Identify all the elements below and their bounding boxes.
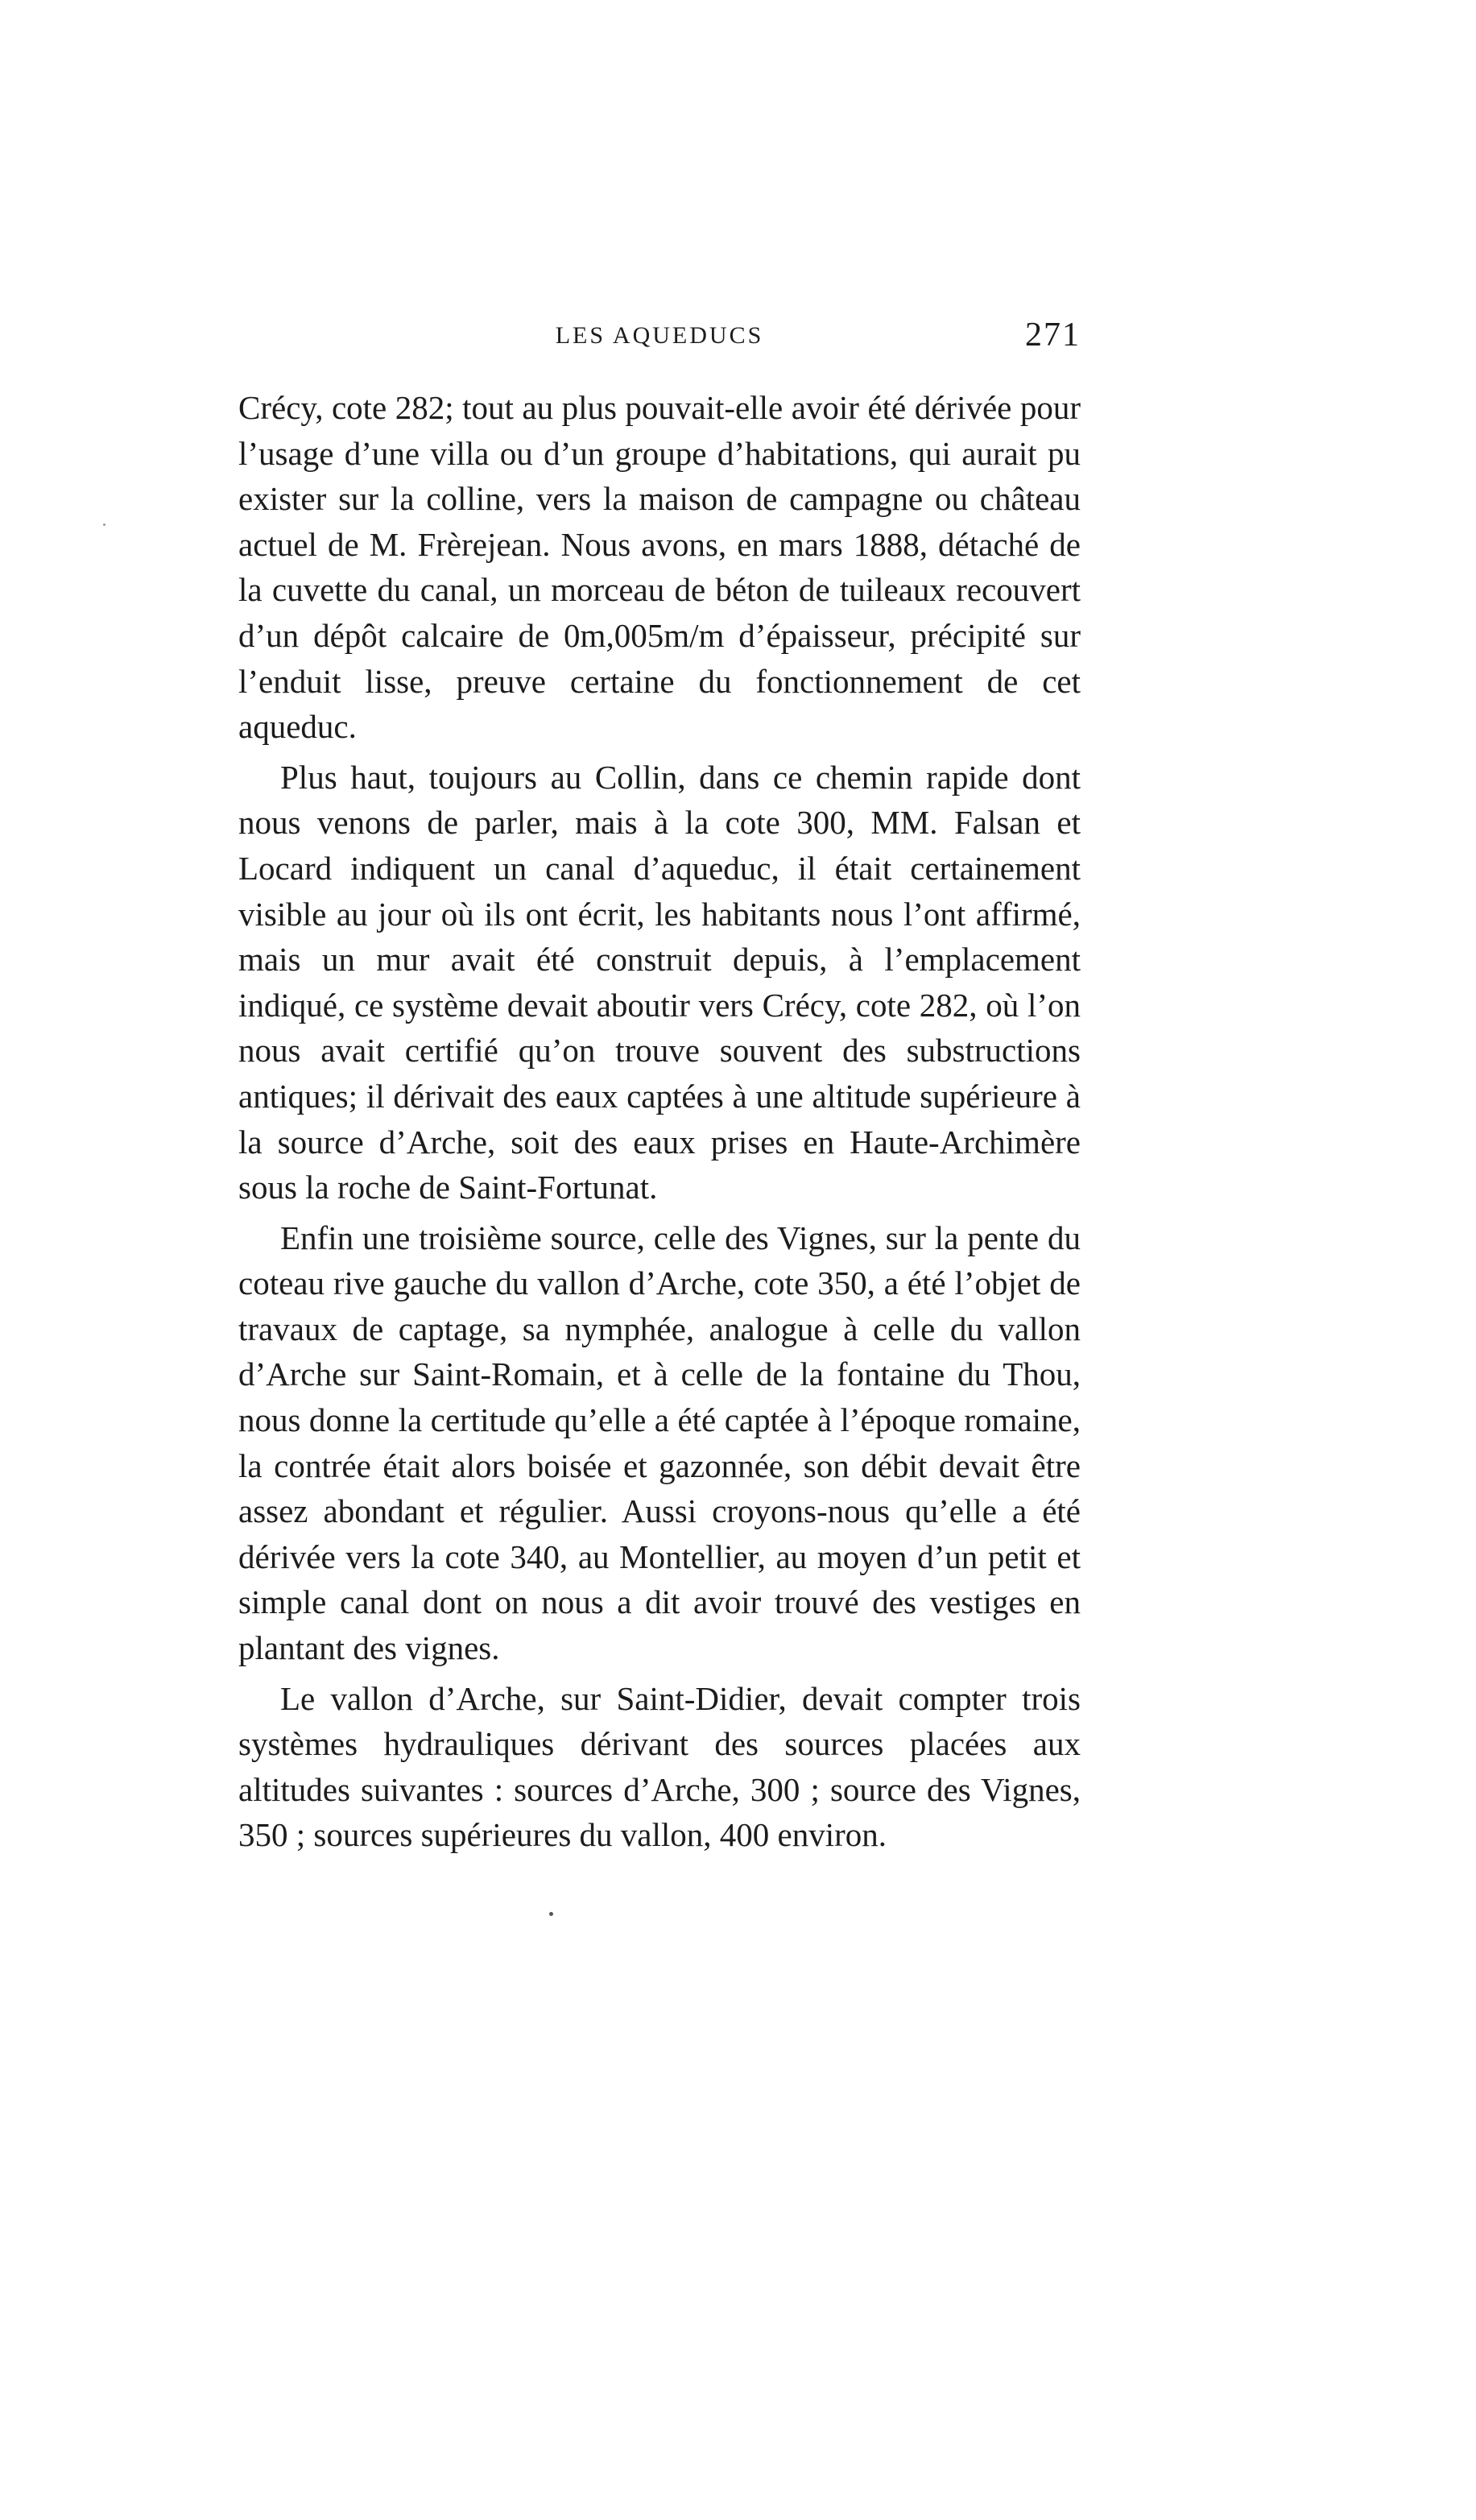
paragraph: Enfin une troisième source, celle des Vignes, sur la pente du coteau rive gauche du vallon d’Arche, cote 350, a été l’objet de travaux de captage, sa nymphée, analogue à celle du vallon d’Arche sur Saint-Romain, et à celle de la fontaine du Thou, nous donne la certitude qu’elle a été captée à l’époque romaine, la contrée était alors boisée et gazonnée, son débit devait être assez abondant et régulier. Aussi croyons-nous qu’elle a été dérivée vers la cote 340, au Montellier, au moyen d’un petit et simple canal dont on nous a dit avoir trouvé des vestiges en plantant des vignes.	[238, 1219, 1081, 1667]
paragraph: Plus haut, toujours au Collin, dans ce chemin rapide dont nous venons de parler, mais à la cote 300, MM. Falsan et Locard indiquent un canal d’aqueduc, il était certainement visible au jour où ils ont écrit, les habitants nous l’ont affirmé, mais un mur avait été construit depuis, à l’emplacement indiqué, ce système devait aboutir vers Crécy, cote 282, où l’on nous avait certifié qu’on trouve souvent des substructions antiques; il dérivait des eaux captées à une altitude supérieure à la source d’Arche, soit des eaux prises en Haute-Archimère sous la roche de Saint-Fortunat.	[238, 758, 1081, 1206]
page-number: 271	[1025, 317, 1081, 354]
ink-speck	[549, 1912, 553, 1916]
body-text	[238, 385, 1081, 1863]
running-title: LES AQUEDUCS	[555, 322, 764, 349]
running-header	[238, 316, 1081, 364]
paragraph-continued: Crécy, cote 282; tout au plus pouvait-elle avoir été dérivée pour l’usage d’une villa ou d’un groupe d’habitations, qui aurait pu exister sur la colline, vers la maison de campagne ou château actuel de M. Frèrejean. Nous avons, en mars 1888, détaché de la cuvette du canal, un morceau de béton de tuileaux recouvert d’un dépôt calcaire de 0m,005m/m d’épaisseur, précipité sur l’enduit lisse, preuve certaine du fonctionnement de cet aqueduc.	[238, 389, 1081, 746]
ink-speck	[103, 523, 105, 526]
paragraph: Le vallon d’Arche, sur Saint-Didier, devait compter trois systèmes hydrauliques dérivant des sources placées aux altitudes suivantes : sources d’Arche, 300 ; source des Vignes, 350 ; sources supérieures du vallon, 400 environ.	[238, 1679, 1081, 1854]
